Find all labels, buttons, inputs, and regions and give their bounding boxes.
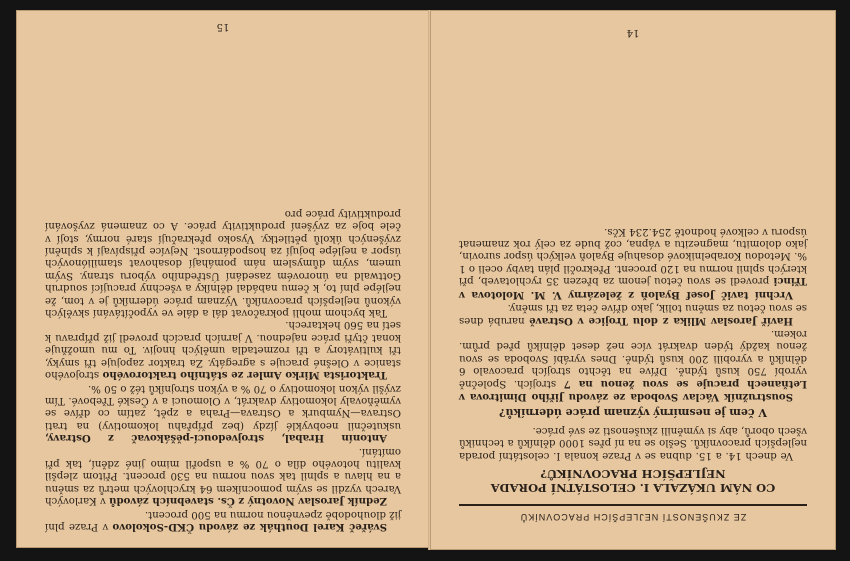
right-page xyxy=(430,10,836,550)
paragraph-text: narubá dnes se svou četou za směnu tolik, jako dříve četa za tři směny. xyxy=(459,302,807,326)
right-page-text xyxy=(459,224,807,523)
paragraph-text: provedl se svou četou jenom za březen 35 rychlotaveb, při kterých splnil normu na 120 procent. Překročil plán tavby oceli o 1 %. Metodou Korabelnikové dosahuje Byaloň velkých úspor surovin, jako dolomitu, magnezitu a vápna, což bude za celý rok znamenat úsporu v celkové hodnotě 254.234 Kčs. xyxy=(459,225,807,287)
paragraph-lead: Zedník Jaroslav Novotný z Čs. stavebních závodů xyxy=(109,495,387,508)
paragraph xyxy=(45,444,401,507)
running-header: ZE ZKUŠENOSTÍ NEJLEPŠÍCH PRACOVNÍKŮ xyxy=(519,512,747,522)
paragraph-text: strojích. Společně vyrobí 750 kusů týdně. Dříve na těchto strojích pracovalo 6 dělníků a vyrobili 200 kusů týdně. Dnes vyrábí Svoboda se svou ženou každý týden dvakrát více než deset dělníků před prům. rokem. xyxy=(459,327,807,389)
paragraph-lead: Havíř Jaroslav Mlika z dolu Trojice v Ostravě xyxy=(529,314,793,327)
paragraph-text: v Karlových Varech vyzdil se svým pomocníkem 64 krychlových metrů za směnu a na hlavu a splnil tak svou normu na 530 procent. Přitom zlepšil kvalitu hotového díla o 70 % a uspořil mimo jiné zdění, tak při omítání. xyxy=(45,445,401,507)
header-rule xyxy=(459,504,807,506)
paragraph xyxy=(45,206,401,318)
paragraph xyxy=(45,318,401,381)
paragraph xyxy=(459,301,807,327)
section-title: CO NÁM UKÁZALA I. CELOSTÁTNÍ PORADA NEJLEPŠÍCH PRACOVNÍKŮ? xyxy=(490,466,776,495)
page-number: 14 xyxy=(626,27,640,38)
intro-paragraph: Ve dnech 14. a 15. dubna se v Praze konala I. celostátní porada nejlepších pracovníků. Sešlo se na ní přes 1000 dělníků a techniků všech oborů, aby si vyměnili zkušenosti ze své práce. xyxy=(459,424,807,461)
paragraph-text: v Praze plní již dlouhodobě zpevněnou normu na 500 procent. xyxy=(45,508,401,532)
paragraph-text: uskutečnil neobvyklé jízdy (bez přípřahu lokomotivy) na trati Ostrava—Nymburk a Ostrava—Praha a zpět, zatím co dříve se vyměňovaly lokomotivy dvakrát, v Olomouci a v České Třebové. Tím zvýšil výkon lokomotivy o 70 % a výkon strojníků též o 50 %. xyxy=(45,382,401,431)
paragraph-lead: Vrchní tavič Josef Byaloň z železárny V. M. Molotova v Třinci xyxy=(459,275,807,301)
paragraph xyxy=(459,224,807,300)
paragraph-text: strojového stanice v Olešné pracuje s agregáty. Za traktor zapojuje tři smyky, tři kultivátory a tři rozmetadla umělých hnojiv. To mu umožňuje konat čtyři práce najednou. V jarních pracích provedl již přípravu k setí na 560 hektarech. xyxy=(45,319,401,381)
paragraph-lead: Svářeč Karel Douthák ze závodu ČKD-Sokolovo xyxy=(112,521,387,533)
subheading: V čem je nesmírný význam práce úderníků? xyxy=(499,406,767,420)
left-page xyxy=(16,10,430,548)
paragraph xyxy=(45,507,401,533)
left-page-text xyxy=(45,206,401,533)
left-page-upside-down xyxy=(17,11,429,547)
paragraph-lead: Antonín Hrabal, strojvedoucí-pěšákovač z Ostravy, xyxy=(45,432,387,445)
right-page-upside-down xyxy=(431,11,835,549)
paragraph xyxy=(45,381,401,444)
page-number: 15 xyxy=(216,21,230,32)
paragraph-text: Tak bychom mohli pokračovat dál a dále ve vypočítávání skvělých výkonů nejlepších pracovníků. Význam práce úderníků je v tom, že nejlépe plní to, k čemu nabádal dělníky a všechny pracující soudruh Gottwald na únorovém zasedání Ústředního výboru strany. Svým umem, svým důmyslem nám pomáhají dosahovat stamiliónových úspor a nejlépe bojují za hospodárnost. Nejvíce přispívají k splnění zvýšených úkolů pětiletky. Vysoko překračují staré normy, stojí v čele boje za zvýšení produktivity práce. A co znamená zvyšování produktivity práce pro xyxy=(45,207,401,319)
paragraph-lead: Traktorista Mirko Amler ze státního traktorového xyxy=(102,369,387,382)
paragraph-lead: Soustružník Václav Svoboda ze závodu Jiřího Dimitrova v Letňanech pracuje se svou ženou na 7 xyxy=(459,377,807,403)
paragraph xyxy=(459,327,807,403)
